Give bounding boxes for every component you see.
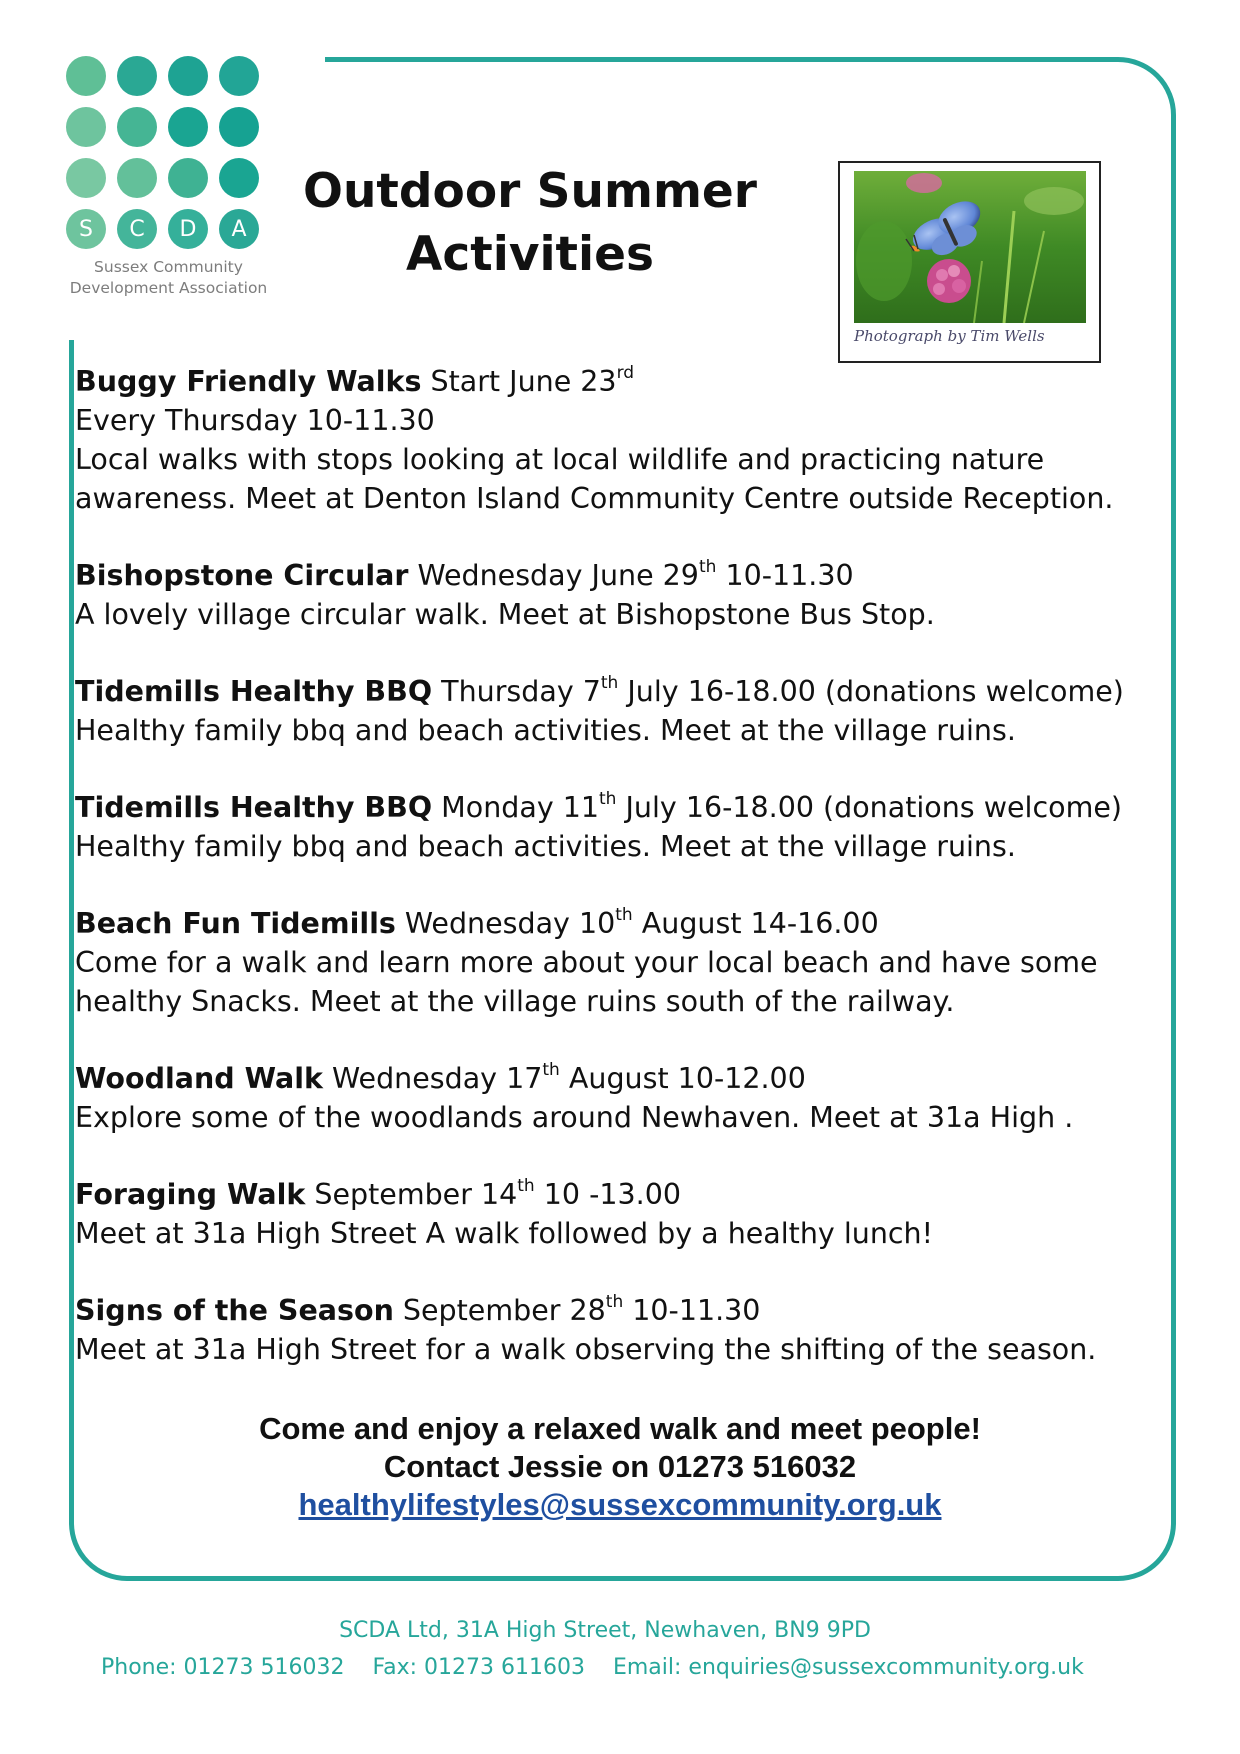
event-time: July 16-18.00 (donations welcome) xyxy=(618,675,1124,708)
logo-dot xyxy=(168,158,208,198)
page-title xyxy=(300,160,760,286)
scda-logo xyxy=(66,56,280,299)
logo-dot xyxy=(168,107,208,147)
logo-dot xyxy=(219,107,259,147)
event-heading xyxy=(75,904,1165,943)
event-description-line: awareness. Meet at Denton Island Community Centre outside Reception. xyxy=(75,482,1114,515)
event-date-suffix: th xyxy=(542,1059,560,1080)
event-heading xyxy=(75,672,1165,711)
event-date-suffix: th xyxy=(599,788,617,809)
event-time: August 10-12.00 xyxy=(559,1062,806,1095)
call-to-action xyxy=(70,1410,1170,1524)
event-item xyxy=(75,556,1165,634)
logo-dot xyxy=(117,107,157,147)
event-date: Start June 23 xyxy=(421,365,617,398)
event-date-suffix: th xyxy=(600,672,619,693)
event-date-suffix: th xyxy=(517,1175,535,1196)
event-heading xyxy=(75,556,1165,595)
event-name: Buggy Friendly Walks xyxy=(75,365,422,398)
event-date-suffix: th xyxy=(615,904,633,925)
logo-dot xyxy=(117,158,157,198)
logo-dot xyxy=(219,56,259,96)
org-name xyxy=(66,257,271,299)
event-date-suffix: th xyxy=(605,1291,624,1312)
event-heading xyxy=(75,362,1165,401)
event-time: 10-11.30 xyxy=(716,559,854,592)
event-name: Bishopstone Circular xyxy=(75,559,409,592)
event-date: Monday 11 xyxy=(432,791,600,824)
event-date: Wednesday 10 xyxy=(395,907,616,940)
event-name: Tidemills Healthy BBQ xyxy=(75,675,433,708)
event-description-line: Local walks with stops looking at local wildlife and practicing nature xyxy=(75,443,1045,476)
cta-line2: Contact Jessie on 01273 516032 xyxy=(383,1449,857,1484)
event-description-line: Come for a walk and learn more about your local beach and have some xyxy=(75,946,1098,979)
logo-letter-c: C xyxy=(117,209,157,249)
event-time: 10 -13.00 xyxy=(534,1178,681,1211)
org-name-line2: Development Association xyxy=(69,279,268,297)
logo-letter-s: S xyxy=(66,209,106,249)
logo-dot xyxy=(66,158,106,198)
event-name: Beach Fun Tidemills xyxy=(75,907,396,940)
event-description-line: Every Thursday 10-11.30 xyxy=(75,404,435,437)
event-heading xyxy=(75,1175,1165,1214)
event-description-line: Meet at 31a High Street A walk followed by a healthy lunch! xyxy=(75,1217,934,1250)
event-time: August 14-16.00 xyxy=(632,907,879,940)
logo-dot xyxy=(117,56,157,96)
event-heading xyxy=(75,788,1165,827)
event-heading xyxy=(75,1291,1165,1330)
event-date: September 14 xyxy=(305,1178,518,1211)
event-description-line: Explore some of the woodlands around Newhaven. Meet at 31a High . xyxy=(75,1101,1074,1134)
event-date: September 28 xyxy=(393,1294,606,1327)
event-description-line: Healthy family bbq and beach activities. Meet at the village ruins. xyxy=(75,830,1016,863)
logo-dot-grid xyxy=(66,56,280,249)
event-description-line: Healthy family bbq and beach activities. Meet at the village ruins. xyxy=(75,714,1016,747)
event-item xyxy=(75,788,1165,866)
event-date: Wednesday June 29 xyxy=(408,559,699,592)
logo-dot xyxy=(219,158,259,198)
contact-email-link[interactable]: healthylifestyles@sussexcommunity.org.uk xyxy=(298,1487,942,1522)
event-date-suffix: rd xyxy=(616,362,635,383)
event-date: Wednesday 17 xyxy=(322,1062,543,1095)
footer-contacts: Phone: 01273 516032 Fax: 01273 611603 Email: enquiries@sussexcommunity.org.uk xyxy=(101,1655,1084,1680)
event-date: Thursday 7 xyxy=(432,675,601,708)
org-name-line1: Sussex Community xyxy=(94,258,243,276)
event-description-line: healthy Snacks. Meet at the village ruins south of the railway. xyxy=(75,985,955,1018)
event-name: Tidemills Healthy BBQ xyxy=(75,791,433,824)
photo-frame xyxy=(838,161,1101,363)
logo-letter-d: D xyxy=(168,209,208,249)
logo-dot xyxy=(66,56,106,96)
event-description-line: A lovely village circular walk. Meet at Bishopstone Bus Stop. xyxy=(75,598,935,631)
logo-dot xyxy=(168,56,208,96)
event-time: July 16-18.00 (donations welcome) xyxy=(616,791,1122,824)
event-time: 10-11.30 xyxy=(623,1294,761,1327)
event-name: Foraging Walk xyxy=(75,1178,306,1211)
event-description-line: Meet at 31a High Street for a walk observing the shifting of the season. xyxy=(75,1333,1097,1366)
event-name: Signs of the Season xyxy=(75,1294,394,1327)
event-heading xyxy=(75,1059,1165,1098)
events-list xyxy=(75,362,1165,1407)
event-item xyxy=(75,904,1165,1021)
photo-caption: Photograph by Tim Wells xyxy=(854,327,1045,345)
event-item xyxy=(75,1291,1165,1369)
cta-line1: Come and enjoy a relaxed walk and meet people! xyxy=(259,1411,981,1446)
footer-address: SCDA Ltd, 31A High Street, Newhaven, BN9 9PD xyxy=(339,1618,871,1643)
event-name: Woodland Walk xyxy=(75,1062,323,1095)
butterfly-photo xyxy=(854,171,1086,323)
event-date-suffix: th xyxy=(698,556,717,577)
event-item xyxy=(75,362,1165,518)
footer xyxy=(0,1612,1240,1686)
event-item xyxy=(75,1175,1165,1253)
title-line1: Outdoor Summer xyxy=(303,164,757,219)
logo-letter-a: A xyxy=(219,209,259,249)
event-item xyxy=(75,1059,1165,1137)
logo-dot xyxy=(66,107,106,147)
event-item xyxy=(75,672,1165,750)
title-line2: Activities xyxy=(406,227,654,282)
